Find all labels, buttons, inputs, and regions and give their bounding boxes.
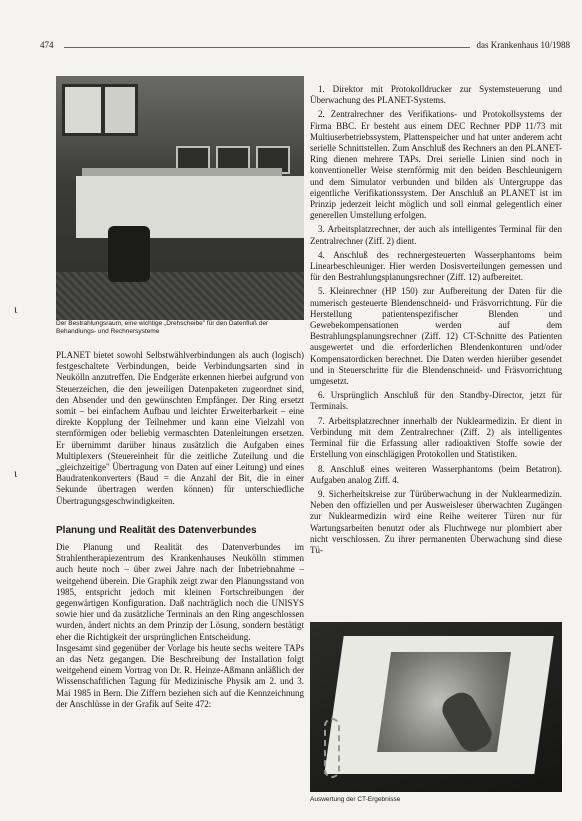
photo-ct-evaluation — [310, 622, 562, 792]
figure2-caption: Auswertung der CT-Ergebnisse — [310, 796, 401, 803]
list-item: 1. Direktor mit Protokolldrucker zur Systemsteuerung und Überwachung des PLANET-Systems. — [310, 84, 562, 106]
photo-treatment-room — [56, 76, 304, 342]
left-paragraph: Insgesamt sind gegenüber der Vorlage bis heute sechs weitere TAPs an das Netz gegangen. Die Beschreibung der Installation folgt weitgehend einem Vortrag von Dr. R. Heinze-Aßmann anläßlich der Wissenschaftlichen Tagung für Medizinische Physik am 2. und 3. Mai 1985 in Bern. Die Ziffern beziehen sich auf die Kennzeichnung der Anschlüsse in der Grafik auf Seite 472: — [56, 642, 304, 709]
list-item: 7. Arbeitsplatzrechner innerhalb der Nuklearmedizin. Er dient in Verbindung mit dem Zentralrechner (Ziff. 2) als intelligentes Terminal für die Erfassung aller radioaktiven Stoffe sowie der Erstellung von einschlägigen Protokollen und Statistiken. — [310, 415, 562, 460]
page-number: 474 — [40, 40, 54, 50]
right-column — [310, 84, 562, 559]
section-heading: Planung und Realität des Datenverbundes — [56, 524, 257, 536]
left-paragraph: Die Planung und Realität des Datenverbundes im Strahlentherapiezentrum des Krankenhauses Neukölln stimmen auch heute noch – über zwei Jahre nach der Inbetriebnahme – weitgehend überein. Die Graphik zeigt zwar den Planungsstand von 1985, entspricht jedoch mit kleinen Fortschreibungen der gegenwärtigen Konfiguration. Daß nachträglich noch die UNISYS sowie hier und da zusätzliche Terminals an den Ring angeschlossen wurden, ändert nichts an dem Prinzip der Lösung, sondern bestätigt eher die Richtigkeit der ursprünglichen Entscheidung. — [56, 542, 304, 642]
figure1-caption: Der Bestrahlungsraum, eine wichtige „Drehscheibe" für den Datenfluß der Behandlungs- und Rechnersysteme — [56, 320, 304, 342]
list-item: 4. Anschluß des rechnergesteuerten Wasserphantoms beim Linearbeschleuniger. Hier werden Dosisverteilungen gemessen und für den Bestrahlungsplanungsrechner (Ziff. 12) aufbereitet. — [310, 249, 562, 283]
left-paragraph: PLANET bietet sowohl Selbstwählverbindungen als auch (logisch) festgeschaltete Verbindungen, beide Verbindungsarten sind in Neukölln anzutreffen. Die Endgeräte erkennen hierbei aufgrund von Steuerzeichen, die den jeweiligen Datenpaketen zugeordnet sind, den Absender und den gewünschten Empfänger. Der Ring ersetzt somit – bei einfachem Aufbau und leichter Erweiterbarkeit – eine direkte Kopplung der Teilnehmer und kann eine Vielzahl von sternförmigen oder beliebig vermaschten Datenleitungen ersetzen. Er übernimmt darüber hinaus zusätzlich die Aufgaben eines Multiplexers (Steuereinheit für die zeitliche Zuteilung und die „gleichzeitige" Übertragung von Daten auf einer Leitung) und eines Baudratenkonverters (Baud = die Anzahl der Bit, die in einer Sekunde übertragen werden können) für unterschiedliche Übertragungsgeschwindigkeiten. — [56, 350, 304, 506]
header-rule — [64, 47, 470, 48]
list-item: 8. Anschluß eines weiteren Wasserphantoms (beim Betatron). Aufgaben analog Ziff. 4. — [310, 463, 562, 485]
list-item: 9. Sicherheitskreise zur Türüberwachung in der Nuklearmedizin. Neben den offiziellen und per Ausweisleser überwachten Zugängen zur Nuklearmedizin wird eine Reihe weiterer Türen nur für Wartungsarbeiten benutzt oder als Fluchtwege nur plombiert aber nicht verschlossen. Zu ihrer permanenten Überwachung sind diese Tü- — [310, 488, 562, 555]
left-column — [56, 350, 304, 710]
page-header — [40, 40, 570, 54]
scan-margin-mark: ɩ — [14, 466, 18, 480]
scan-margin-mark: ɩ — [14, 302, 18, 316]
list-item: 3. Arbeitsplatzrechner, der auch als intelligentes Terminal für den Zentralrechner (Ziff. 2) dient. — [310, 224, 562, 246]
list-item: 6. Ursprünglich Anschluß für den Standby-Director, jetzt für Terminals. — [310, 390, 562, 412]
list-item: 5. Kleinrechner (HP 150) zur Aufbereitung der Daten für die numerisch gesteuerte Blendenschneid- und Fräsvorrichtung. Für die Herstellung patientenspezifischer Blenden und Gewebekompensationen werden auf dem Bestrahlungsplanungsrechner (Ziff. 12) CT-Schnitte des Patienten ausgewertet und die erforderlichen Blendenkonturen und/oder Kompensatordicken berechnet. Die Daten werden hierüber gesendet und in Steuerschritte für die Blendenschneid- und Fräsvorrichtung umgesetzt. — [310, 286, 562, 387]
journal-name: das Krankenhaus 10/1988 — [476, 40, 570, 50]
list-item: 2. Zentralrechner des Verifikations- und Protokollsystems der Firma BBC. Er besteht aus einem DEC Rechner PDP 11/73 mit Multiuserbetriebssystem, Plattenspeicher und hat unter anderem acht serielle Schnittstellen. Zum Anschluß des Rechners an den PLANET-Ring dienen mehrere TAPs. Drei serielle Linien sind noch in konventioneller Weise sternförmig mit den beiden Beschleunigern und dem Simulator verbunden und bilden als Untergruppe das eigentliche Verifikationssystem. Der Anschluß an PLANET ist im Prinzip jederzeit leicht möglich und soll einmal gelegentlich einer generellen Umstellung erfolgen. — [310, 109, 562, 221]
